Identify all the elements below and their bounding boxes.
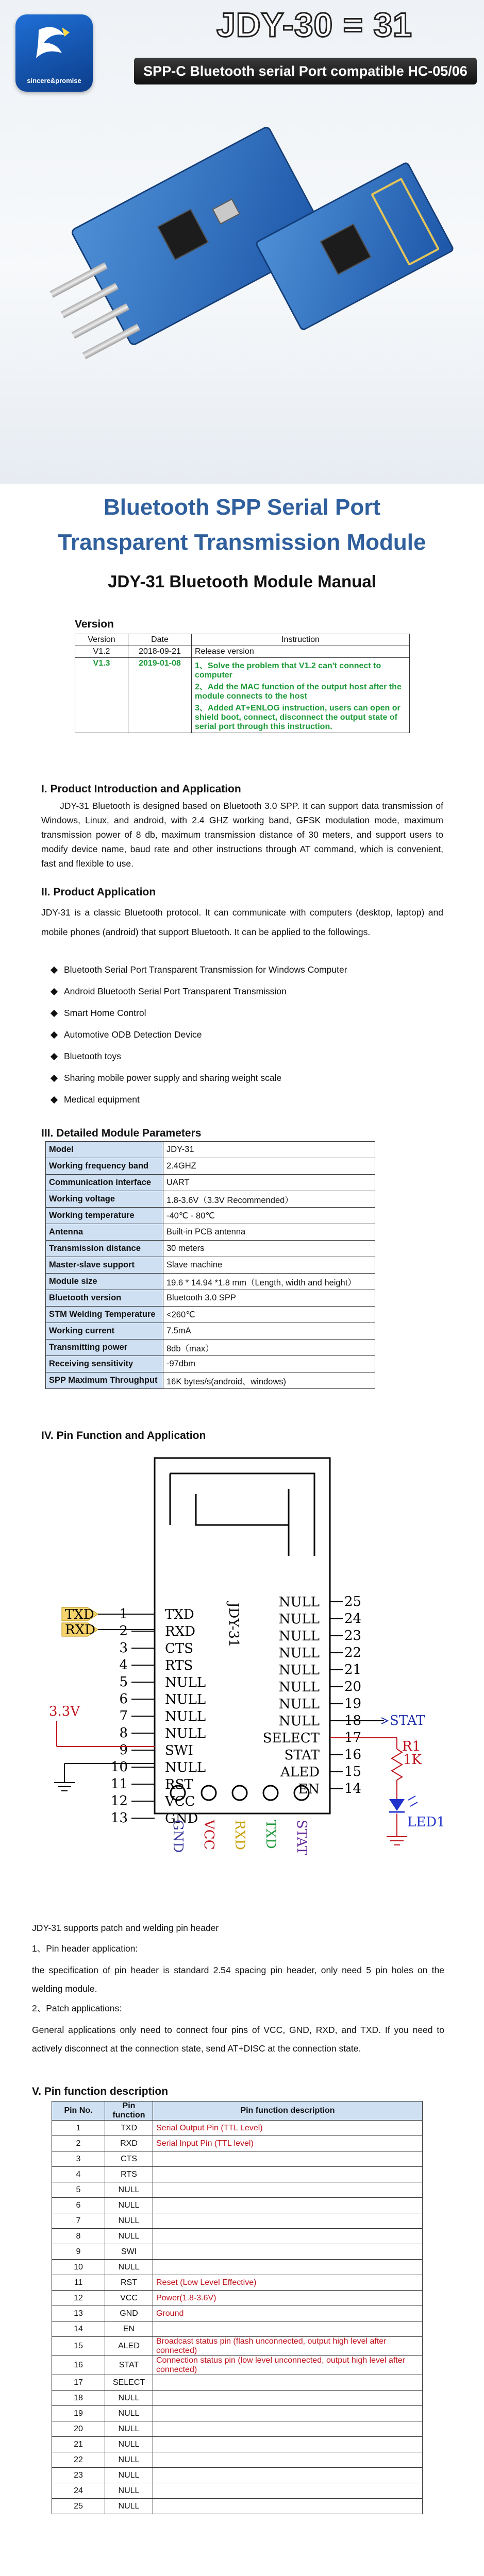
table-row [46,1191,375,1208]
date-cell: 2018-09-21 [128,646,192,658]
diamond-bullet-icon [51,1031,58,1039]
pin-number-cell: 6 [52,2198,105,2213]
bottom-pad-label: STAT [294,1820,309,1855]
table-row [52,2244,423,2260]
support-text: JDY-31 supports patch and welding pin header [32,1923,219,1933]
pin-header-title: 1、Pin header application: [32,1943,138,1954]
pin-number: 3 [119,1640,128,1656]
pin-description-cell [153,2421,423,2437]
param-value: Built-in PCB antenna [163,1224,375,1241]
pin-number-cell: 15 [52,2337,105,2356]
pin-description-cell [153,2260,423,2275]
pin-number: 18 [344,1713,362,1728]
table-row [46,1208,375,1224]
params-table [45,1141,375,1389]
pin-header-text: the specification of pin header is standard 2.54 spacing pin header, only need 5 pin holes on the welding module. [32,1965,444,1994]
table-row [52,2437,423,2452]
chip-icon [320,224,372,275]
pin-diagram [0,1453,484,1865]
list-item [52,1051,443,1073]
pin-name: NULL [278,1680,320,1695]
list-item-label: Automotive ODB Detection Device [64,1029,202,1040]
pin-number-cell: 7 [52,2213,105,2229]
ground-icon [54,1783,75,1791]
pin-number-cell: 13 [52,2306,105,2321]
param-value: 1.8-3.6V（3.3V Recommended） [163,1191,375,1208]
pin-number-cell: 1 [52,2121,105,2136]
table-row [52,2483,423,2499]
list-item-label: Android Bluetooth Serial Port Transparent Transmission [64,986,287,996]
hero-banner [0,0,484,484]
pin-name: NULL [278,1595,320,1610]
pin-function-cell: EN [105,2321,153,2337]
table-row [52,2136,423,2151]
application-heading: II. Product Application [41,886,156,898]
instruction-line: 3、Added AT+ENLOG instruction, users can open or shield boot, connect, disconnect the output state of serial port through this instruction. [195,704,400,731]
param-key: Transmission distance [46,1241,163,1257]
table-row [52,2406,423,2421]
diamond-bullet-icon [51,988,58,995]
led-icon [389,1799,405,1811]
pin-number-cell: 17 [52,2375,105,2391]
pin-description-cell [153,2468,423,2483]
pin-function-cell: VCC [105,2291,153,2306]
pin-number: 20 [344,1679,362,1694]
table-row [52,2356,423,2375]
version-heading: Version [75,618,114,630]
table-row [52,2468,423,2483]
pin-description-cell [153,2499,423,2514]
param-value: 7.5mA [163,1323,375,1340]
pin-name: NULL [165,1760,206,1775]
list-item-label: Medical equipment [64,1094,140,1105]
chip-label: JDY-31 [226,1602,241,1648]
table-row [52,2229,423,2244]
param-key: Module size [46,1274,163,1290]
pad-hole-icon [202,1786,216,1800]
pin-function-cell: NULL [105,2229,153,2244]
pin-function-cell: RXD [105,2136,153,2151]
pin-name: NULL [165,1709,206,1724]
table-row [52,2421,423,2437]
pin-description-cell [153,2182,423,2198]
pin-number: 12 [110,1793,128,1809]
list-item [52,986,443,1008]
pin-description-cell [153,2213,423,2229]
pin-function-cell: RTS [105,2167,153,2182]
pin-number-cell: 14 [52,2321,105,2337]
version-cell: V1.2 [75,646,128,658]
pin-number: 7 [119,1708,128,1724]
pin-description-cell [153,2437,423,2452]
ground-icon [387,1837,407,1845]
column-header: Pin No. [52,2102,105,2121]
instruction-line: 2、Add the MAC function of the output host after the module connects to the host [195,683,402,701]
pinfunc-heading: IV. Pin Function and Application [41,1430,206,1442]
param-key: Master-slave support [46,1257,163,1274]
table-row [52,2167,423,2182]
brand-logo [15,14,93,92]
list-item-label: Bluetooth toys [64,1051,121,1061]
pin-function-cell: NULL [105,2213,153,2229]
hero-title: JDY-30 = 31 [216,6,412,44]
pin-description-cell [153,2406,423,2421]
ext-r1-label: R1 [402,1739,421,1754]
pin-number: 15 [344,1764,362,1780]
param-key: Working voltage [46,1191,163,1208]
pin-description-table [52,2101,423,2514]
heading-line-1: Bluetooth SPP Serial Port [103,495,381,520]
pin-number-cell: 21 [52,2437,105,2452]
pin-description-cell [153,2244,423,2260]
pin-number-cell: 22 [52,2452,105,2468]
pin-function-cell: SWI [105,2244,153,2260]
param-value: <260℃ [163,1307,375,1323]
table-row [52,2452,423,2468]
pin-number-cell: 10 [52,2260,105,2275]
pin-number-cell: 12 [52,2291,105,2306]
antenna-icon [371,178,440,266]
pin-number: 21 [344,1662,362,1677]
pin-number: 14 [344,1781,362,1797]
list-item [52,1073,443,1094]
param-value: 16K bytes/s(android、windows) [163,1372,375,1389]
table-row [46,1307,375,1323]
heading-line-2: Transparent Transmission Module [58,530,426,555]
param-value: 8db（max） [163,1340,375,1356]
diamond-bullet-icon [51,1053,58,1060]
application-text: JDY-31 is a classic Bluetooth protocol. It can communicate with computers (desktop, laptop) and mobile phones (android) that support Bluetooth. It can be applied to the followings. [41,907,443,937]
patch-text: General applications only need to connect four pins of VCC, GND, RXD, and TXD. If you need to actively disconnect at the connection state, send AT+DISC at the connection state. [32,2025,444,2054]
param-value: -40℃ - 80℃ [163,1208,375,1224]
table-row [75,658,410,733]
list-item [52,1029,443,1051]
pin-name: STAT [284,1748,320,1763]
pin-name: GND [165,1811,198,1826]
pin-function-cell: NULL [105,2452,153,2468]
diamond-bullet-icon [51,1096,58,1104]
pin-name: NULL [165,1692,206,1707]
table-row [46,1142,375,1158]
bottom-pad-label: TXD [263,1820,278,1849]
params-heading: III. Detailed Module Parameters [41,1127,202,1139]
table-header-row [75,634,410,646]
diamond-bullet-icon [51,967,58,974]
pin-number-cell: 2 [52,2136,105,2151]
param-value: Bluetooth 3.0 SPP [163,1290,375,1307]
table-row [52,2198,423,2213]
pin-number-cell: 9 [52,2244,105,2260]
pin-function-cell: NULL [105,2198,153,2213]
table-row [52,2321,423,2337]
table-header-row [52,2102,423,2121]
pin-description-cell [153,2391,423,2406]
pin-name: RXD [165,1624,195,1639]
pin-number: 2 [119,1623,128,1639]
ext-rxd-label: RXD [65,1622,95,1638]
antenna-trace-icon [170,1473,314,1556]
pin-description-cell: Serial Output Pin (TTL Level) [153,2121,423,2136]
pin-description-cell [153,2375,423,2391]
pin-name: NULL [278,1663,320,1678]
pin-description-cell [153,2167,423,2182]
pin-name: NULL [278,1714,320,1729]
pin-number: 6 [119,1691,128,1707]
pin-number: 10 [110,1759,128,1775]
param-key: Model [46,1142,163,1158]
table-row [52,2291,423,2306]
pin-description-cell [153,2483,423,2499]
ext-33v-label: 3.3V [49,1704,80,1719]
pin-number-cell: 19 [52,2406,105,2421]
pin-name: NULL [278,1646,320,1661]
pin-number-cell: 24 [52,2483,105,2499]
pin-function-cell: NULL [105,2499,153,2514]
version-table [75,634,410,733]
crystal-icon [212,198,240,225]
column-header: Pin function description [153,2102,423,2121]
pin-number-cell: 25 [52,2499,105,2514]
pin-name: ALED [280,1765,320,1780]
pin-function-cell: TXD [105,2121,153,2136]
chip-icon [157,209,209,260]
bottom-pad-label: VCC [201,1820,216,1850]
param-key: Transmitting power [46,1340,163,1356]
diamond-bullet-icon [51,1010,58,1017]
pin-function-cell: NULL [105,2182,153,2198]
table-row [52,2121,423,2136]
pin-name: NULL [165,1675,206,1690]
pin-number: 1 [119,1606,128,1622]
list-item [52,1094,443,1116]
param-key: Receiving sensitivity [46,1356,163,1372]
param-key: Working frequency band [46,1158,163,1175]
instruction-cell [192,658,410,733]
table-row [52,2391,423,2406]
table-row [52,2182,423,2198]
pin-name: NULL [278,1629,320,1644]
table-row [75,646,410,658]
pin-name: CTS [165,1641,194,1656]
pin-name: RST [165,1777,193,1792]
pin-number-cell: 23 [52,2468,105,2483]
pin-function-cell: SELECT [105,2375,153,2391]
date-cell: 2019-01-08 [128,658,192,733]
pin-number: 25 [344,1594,362,1609]
pin-function-cell: STAT [105,2356,153,2375]
table-row [46,1290,375,1307]
pin-function-cell: NULL [105,2391,153,2406]
pin-number: 4 [119,1657,128,1673]
table-row [52,2306,423,2321]
ext-1k-label: 1K [403,1752,422,1768]
table-row [46,1323,375,1340]
pin-number: 24 [344,1611,362,1626]
table-row [52,2260,423,2275]
pin-description-cell: Connection status pin (low level unconnected, output high level after connected) [153,2356,423,2375]
pin-function-cell: CTS [105,2151,153,2167]
param-value: 2.4GHZ [163,1158,375,1175]
pin-name: NULL [278,1697,320,1712]
pin-name: VCC [165,1794,195,1809]
table-row [46,1372,375,1389]
table-row [46,1274,375,1290]
pin-description-cell: Serial Input Pin (TTL level) [153,2136,423,2151]
param-key: SPP Maximum Throughput [46,1372,163,1389]
pin-number: 23 [344,1628,362,1643]
param-value: Slave machine [163,1257,375,1274]
pin-name: NULL [278,1612,320,1627]
pin-description-cell: Reset (Low Level Effective) [153,2275,423,2291]
pin-number-cell: 4 [52,2167,105,2182]
bottom-pad-label: RXD [232,1820,247,1850]
pad-hole-icon [232,1786,247,1800]
resistor-icon [392,1749,402,1780]
pin-description-cell [153,2229,423,2244]
pin-number: 9 [119,1742,128,1758]
pin-name: SWI [165,1743,193,1758]
pin-number-cell: 20 [52,2421,105,2437]
ext-txd-label: TXD [65,1607,94,1622]
table-row [46,1340,375,1356]
pin-number-cell: 11 [52,2275,105,2291]
pin-number-cell: 18 [52,2391,105,2406]
param-value: -97dbm [163,1356,375,1372]
pin-number: 13 [110,1810,128,1826]
pin-description-cell: Ground [153,2306,423,2321]
param-value: 30 meters [163,1241,375,1257]
param-key: Working current [46,1323,163,1340]
pin-description-cell: Power(1.8-3.6V) [153,2291,423,2306]
pin-description-cell [153,2321,423,2337]
param-key: Bluetooth version [46,1290,163,1307]
pin-function-cell: NULL [105,2406,153,2421]
param-value: UART [163,1175,375,1191]
param-value: 19.6 * 14.94 *1.8 mm（Length, width and height） [163,1274,375,1290]
pintable-heading: V. Pin function description [32,2086,169,2097]
pad-hole-icon [263,1786,278,1800]
list-item-label: Sharing mobile power supply and sharing weight scale [64,1073,282,1083]
pin-description-cell [153,2151,423,2167]
list-item-label: Bluetooth Serial Port Transparent Transmission for Windows Computer [64,964,347,975]
column-header: Instruction [192,634,410,646]
pin-number: 16 [344,1747,362,1762]
list-item-label: Smart Home Control [64,1008,146,1018]
logo-text: sincere&promise [27,77,81,84]
table-row [46,1224,375,1241]
pin-name: NULL [165,1726,206,1741]
pin-function-cell: NULL [105,2483,153,2499]
pin-description-cell [153,2452,423,2468]
param-key: Communication interface [46,1175,163,1191]
pin-number: 5 [119,1674,128,1690]
table-row [46,1241,375,1257]
instruction-cell: Release version [192,646,410,658]
instruction-line: 1、Solve the problem that V1.2 can't connect to computer [195,662,381,680]
pin-number: 22 [344,1645,362,1660]
table-row [52,2337,423,2356]
pin-function-cell: GND [105,2306,153,2321]
list-item [52,964,443,986]
param-key: Antenna [46,1224,163,1241]
pin-function-cell: NULL [105,2468,153,2483]
pin-function-cell: RST [105,2275,153,2291]
pin-number-cell: 5 [52,2182,105,2198]
pin-number: 8 [119,1725,128,1741]
patch-title: 2、Patch applications: [32,2003,122,2013]
table-row [46,1175,375,1191]
version-cell: V1.3 [75,658,128,733]
table-row [52,2275,423,2291]
pin-number: 11 [110,1776,128,1792]
ext-stat-label: STAT [390,1713,425,1728]
pin-number: 19 [344,1696,362,1711]
pin-number-cell: 8 [52,2229,105,2244]
pin-name: EN [298,1782,320,1797]
pin-function-cell: NULL [105,2437,153,2452]
pin-name: SELECT [262,1731,320,1746]
hero-subtitle: SPP-C Bluetooth serial Port compatible HC-05/06 [134,58,477,84]
table-row [52,2499,423,2514]
light-rays-icon [408,1796,418,1806]
list-item [52,1008,443,1029]
column-header: Date [128,634,192,646]
pin-name: TXD [165,1607,194,1622]
ext-led-label: LED1 [407,1815,445,1830]
table-row [52,2375,423,2391]
table-row [46,1356,375,1372]
manual-title: JDY-31 Bluetooth Module Manual [108,572,376,591]
param-key: STM Welding Temperature [46,1307,163,1323]
table-row [46,1257,375,1274]
column-header: Pin function [105,2102,153,2121]
diamond-bullet-icon [51,1075,58,1082]
intro-heading: I. Product Introduction and Application [41,783,241,795]
table-row [52,2213,423,2229]
application-list [52,964,443,1116]
pin-description-cell [153,2198,423,2213]
pin-number: 17 [344,1730,362,1745]
pin-function-cell: NULL [105,2421,153,2437]
pin-number-cell: 3 [52,2151,105,2167]
pin-function-cell: NULL [105,2260,153,2275]
param-key: Working temperature [46,1208,163,1224]
column-header: Version [75,634,128,646]
pin-number-cell: 16 [52,2356,105,2375]
table-row [46,1158,375,1175]
table-row [52,2151,423,2167]
param-value: JDY-31 [163,1142,375,1158]
logo-emblem-icon [15,14,93,71]
pin-description-cell: Broadcast status pin (flash unconnected, output high level after connected) [153,2337,423,2356]
pin-name: RTS [165,1658,193,1673]
pin-function-cell: ALED [105,2337,153,2356]
intro-text: JDY-31 Bluetooth is designed based on Bluetooth 3.0 SPP. It can support data transmission of Windows, Linux, and android, with 2.4 GHZ working band, GFSK modulation mode, maximum transmission power of 8 db, maximum transmission distance of 30 meters, and support users to modify device name, baud rate and other instructions through AT command, which is convenient, fast and flexible to use. [41,801,443,869]
bottom-pad-label: GND [170,1820,186,1853]
